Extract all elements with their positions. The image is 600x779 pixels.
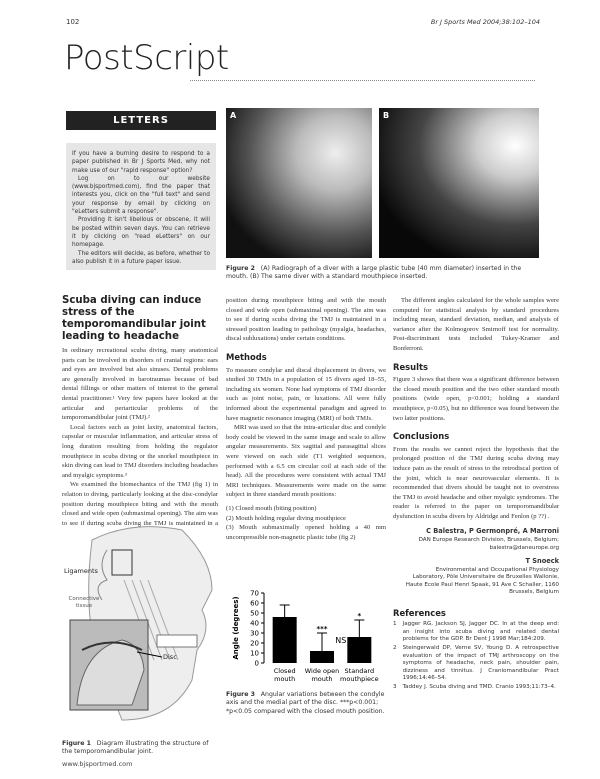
caption-text: (A) Radiograph of a diver with a large plastic tube (40 mm diameter) inserted in the mouth. (B) The same diver with a standard mouthpiece inserted. [226,265,522,281]
reference-text: Steingerwald DP, Verne SV, Young D. A retrospective evaluation of the impact of TMJ arthroscopy on the symptoms of headache, neck pain, shoulder pain, dizziness and tinnitus. J Craniomandibular Pract 1996;14:46–54. [402,645,559,682]
figure1-caption [62,740,218,757]
reference-list [393,621,559,691]
article-col-1 [62,295,218,528]
figure2-caption [226,265,544,282]
caption-text: Diagram illustrating the structure of the temporomandibular joint. [62,740,209,756]
y-tick-label: 50 [250,609,259,618]
body-paragraph: MRI was used so that the intra-articular disc and condyle body could be viewed in the same image and scale to allow angular measurements. Six sagittal and parasagittal slices were viewed on each side (T1 weighted sequences, performed with a 6.5 cm circular coil at each side of the head). All the procedures were consistent with actual TMJ MRI techniques. Measurements were made on the same subject in three standard mouth positions: [226,424,386,499]
reference-item [393,645,559,683]
body-paragraph: We examined the biomechanics of the TMJ (fig 1) in relation to diving, particularly looking at the disc-condylar position during mouthpiece biting and with the mouth closed and wide open (submaximal opening). The aim was to see if during scuba diving the TMJ is maintained in a [62,481,218,527]
body-paragraph: The different angles calculated for the whole samples were computed for statistical analysis by standard procedures including mean, standard deviation, median, and analysis of variance after the Kolmogorov Smirnoff test for normality. Post-discriminant tests included Tukey-Kramer and Bonferroni. [393,297,559,352]
label-ligaments: Ligaments [64,567,98,575]
figure3-chart [226,585,392,695]
affiliation: DAN Europe Research Division, Brussels, Belgium; balestra@daneurope.org [418,537,559,551]
bar [310,651,334,663]
article-col-2 [226,296,386,542]
methods-heading: Methods [226,352,267,362]
y-tick-label: 60 [250,599,259,608]
label-disc: Disc [163,653,177,661]
references-heading: References [393,607,446,618]
figure-label: Figure 2 [226,265,255,272]
y-tick-label: 70 [250,589,259,598]
x-tick-label: Wide open mouth [304,667,340,683]
letters-info-box [66,143,216,270]
reference-number: 1 [393,621,397,628]
significance-marker: * [357,612,362,620]
figure-label: Figure 1 [62,740,91,747]
journal-citation: Br J Sports Med 2004;38:102–104 [430,18,540,26]
reference-number: 3 [393,684,397,690]
body-paragraph: To measure condylar and discal displacement in divers, we studied 30 TMJs in a population of 15 divers aged 18–55, including six women. None had symptoms of TMJ disorder such as joint noise, pain, or luxations. All were fully informed about the experimental paradigm and agreed to have magnetic resonance imaging (MRI) of both TMJs. [226,366,386,422]
body-paragraph: Figure 3 shows that there was a significant difference between the closed mouth position and the two other standard mouth positions (wide open, p<0.001; holding a standard mouthpiece, p<0.05), but no difference was found between the two latter positions. [393,376,559,422]
page-title: PostScript [64,38,229,78]
x-tick-label: Closed mouth [273,667,296,683]
panel-label-b: B [383,111,390,120]
body-paragraph: In ordinary recreational scuba diving, many anatomical parts can be involved in disorders of cranial regions: ears and eyes are involved but also sinuses. Dental problems are generally involved in barotraumas because of bad dental fillings or other matters of interest to the general dental practitioner.¹ Very few papers have looked at the articular and periarticular problems of the temporomandibular joint (TMJ).² [62,347,218,422]
label-connective-tissue: Connective tissue [68,596,100,609]
page-number: 102 [66,18,80,26]
affiliation: Environmental and Occupational Physiology Laboratory, Pôle Universitaire de Bruxelles Wallonie, Haute Ecole Paul Henri Spaak, 91 Ave C Schaller, 1160 Brussels, Belgium [405,566,559,596]
y-axis-label: Angle (degrees) [232,596,240,660]
letters-info-text: Providing it isn't libellous or obscene, it will be posted within seven days. You can retrieve it by clicking on "read eLetters" on our homepage. [72,217,210,249]
panel-label-a: A [230,111,237,120]
radiograph-a [226,108,372,258]
position-item: (2) Mouth holding regular diving mouthpiece [226,514,346,522]
position-item: (1) Closed mouth (biting position) [226,504,317,512]
caption-text: Angular variations between the condyle axis and the medial part of the disc. ***p<0.001; *p<0.05 compared with the closed mouth position. [226,691,385,715]
title-rule [190,80,535,81]
bar [273,617,297,663]
y-tick-label: 0 [254,659,259,668]
ns-label: NS [335,636,347,645]
body-paragraph: From the results we cannot reject the hypothesis that the prolonged position of the TMJ during scuba diving may induce pain as the result of stress to the retrodiscal portion of the joint, which is near neurovascular elements. It is recommended that divers should be taught not to overstress the TMJ to avoid headache and other myalgic syndromes. The reader is referred to the paper on temporomandibular dysfunction in scuba divers by Aldridge and Fenlon (p ??) . [393,445,559,520]
y-tick-label: 10 [250,649,259,658]
letters-info-text: Log on to our website (www.bjsportmed.com), find the paper that interests you, click on the "full text" and send your response by email by clicking on "eLetters submit a response". [72,175,210,216]
radiograph-b [379,108,539,258]
figure-label: Figure 3 [226,691,255,698]
letters-info-text: The editors will decide, as before, whether to also publish it in a future paper issue. [72,250,210,265]
body-paragraph: Local factors such as joint laxity, anatomical factors, capsular or muscular inflammation, and articular stress of long duration resulting from holding the regulator mouthpiece in scuba diving or the snorkel mouthpiece in skin diving can lead to TMJ disorders including headaches and myalgic symptoms.³ [62,423,218,479]
article-title: Scuba diving can induce stress of the temporomandibular joint leading to headache [62,295,206,342]
conclusions-heading: Conclusions [393,431,450,442]
reference-text: Taddey J. Scuba diving and TMD. Cranio 1993;11:73–4. [402,684,556,690]
reference-item [393,684,559,692]
bar [347,637,371,663]
body-paragraph: position during mouthpiece biting and with the mouth closed and wide open (submaximal opening). The aim was to see if during scuba diving the TMJ is maintained in a stressed position leading to pathology (myalgia, headaches, discal subluxations) under certain conditions. [226,297,386,343]
figure3-caption [226,691,386,716]
footer-url: www.bjsportmed.com [62,760,133,768]
position-item: (3) Mouth submaximally opened holding a 40 mm uncompressible non-magnetic plastic tube (fig 2) [226,524,386,541]
section-label: LETTERS [66,111,216,130]
tmj-diagram [62,520,218,735]
reference-item [393,621,559,644]
y-tick-label: 40 [250,619,259,628]
x-tick-label: Standard mouthpiece [340,667,379,683]
authors: C Balestra, P Germonpré, A Marroni [426,527,559,536]
reference-text: Jagger RG, Jackson SJ, Jagger DC. In at the deep end: an insight into scuba diving and related dental problems for the GDP. Br Dent J 1998 Mar;184:209. [402,621,559,643]
y-tick-label: 20 [250,639,259,648]
article-col-3 [393,296,559,693]
authors: T Snoeck [525,557,559,566]
y-tick-label: 30 [250,629,259,638]
significance-marker: *** [316,625,328,633]
letters-info-text: If you have a burning desire to respond to a paper published in Br J Sports Med, why not make use of our "rapid response" option? [72,151,210,174]
results-heading: Results [393,361,428,372]
reference-number: 2 [393,645,397,652]
